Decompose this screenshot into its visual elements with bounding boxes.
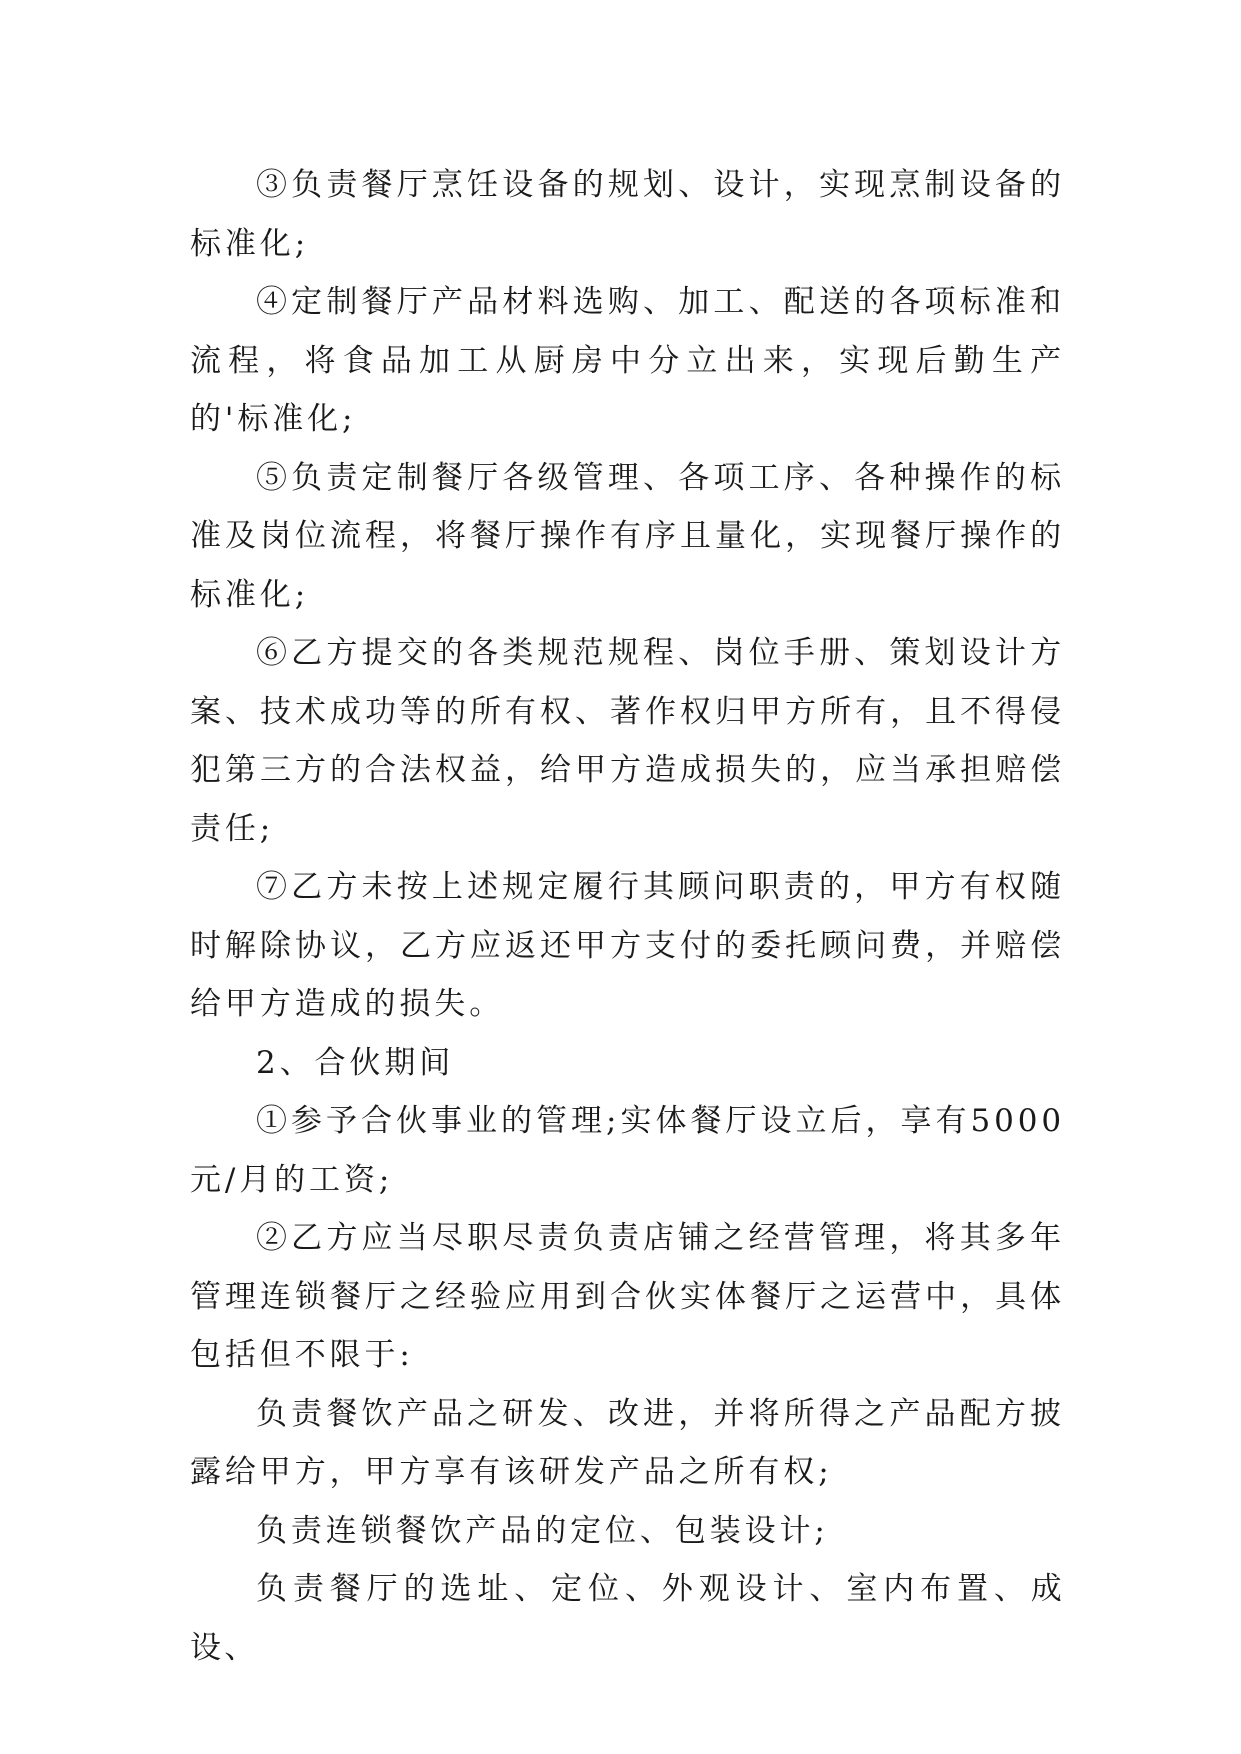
paragraph-item-3: ③负责餐厅烹饪设备的规划、设计，实现烹制设备的标准化;	[190, 167, 1065, 262]
paragraph-sub-positioning: 负责连锁餐饮产品的定位、包装设计;	[256, 1512, 829, 1549]
section-heading: 2、合伙期间	[256, 1044, 455, 1081]
paragraph-item-5: ⑤负责定制餐厅各级管理、各项工序、各种操作的标准及岗位流程，将餐厅操作有序且量化，实现餐厅操作的标准化;	[190, 459, 1065, 613]
paragraph-item-7: ⑦乙方未按上述规定履行其顾问职责的，甲方有权随时解除协议，乙方应返还甲方支付的委托顾问费，并赔偿给甲方造成的损失。	[190, 869, 1065, 1022]
paragraph-sub-site: 负责餐厅的选址、定位、外观设计、室内布置、成设、	[190, 1571, 1065, 1666]
paragraph-item-2: ②乙方应当尽职尽责负责店铺之经营管理，将其多年管理连锁餐厅之经验应用到合伙实体餐厅之运营中，具体包括但不限于:	[190, 1220, 1065, 1373]
document-body	[190, 156, 1065, 1677]
paragraph-item-1: ①参予合伙事业的管理;实体餐厅设立后，享有5000元/月的工资;	[190, 1103, 1065, 1198]
paragraph-sub-rd: 负责餐饮产品之研发、改进，并将所得之产品配方披露给甲方，甲方享有该研发产品之所有权;	[190, 1395, 1065, 1490]
paragraph-item-4: ④定制餐厅产品材料选购、加工、配送的各项标准和流程，将食品加工从厨房中分立出来，实现后勤生产的'标准化;	[190, 284, 1065, 437]
paragraph-item-6: ⑥乙方提交的各类规范规程、岗位手册、策划设计方案、技术成功等的所有权、著作权归甲方所有，且不得侵犯第三方的合法权益，给甲方造成损失的，应当承担赔偿责任;	[190, 635, 1065, 847]
